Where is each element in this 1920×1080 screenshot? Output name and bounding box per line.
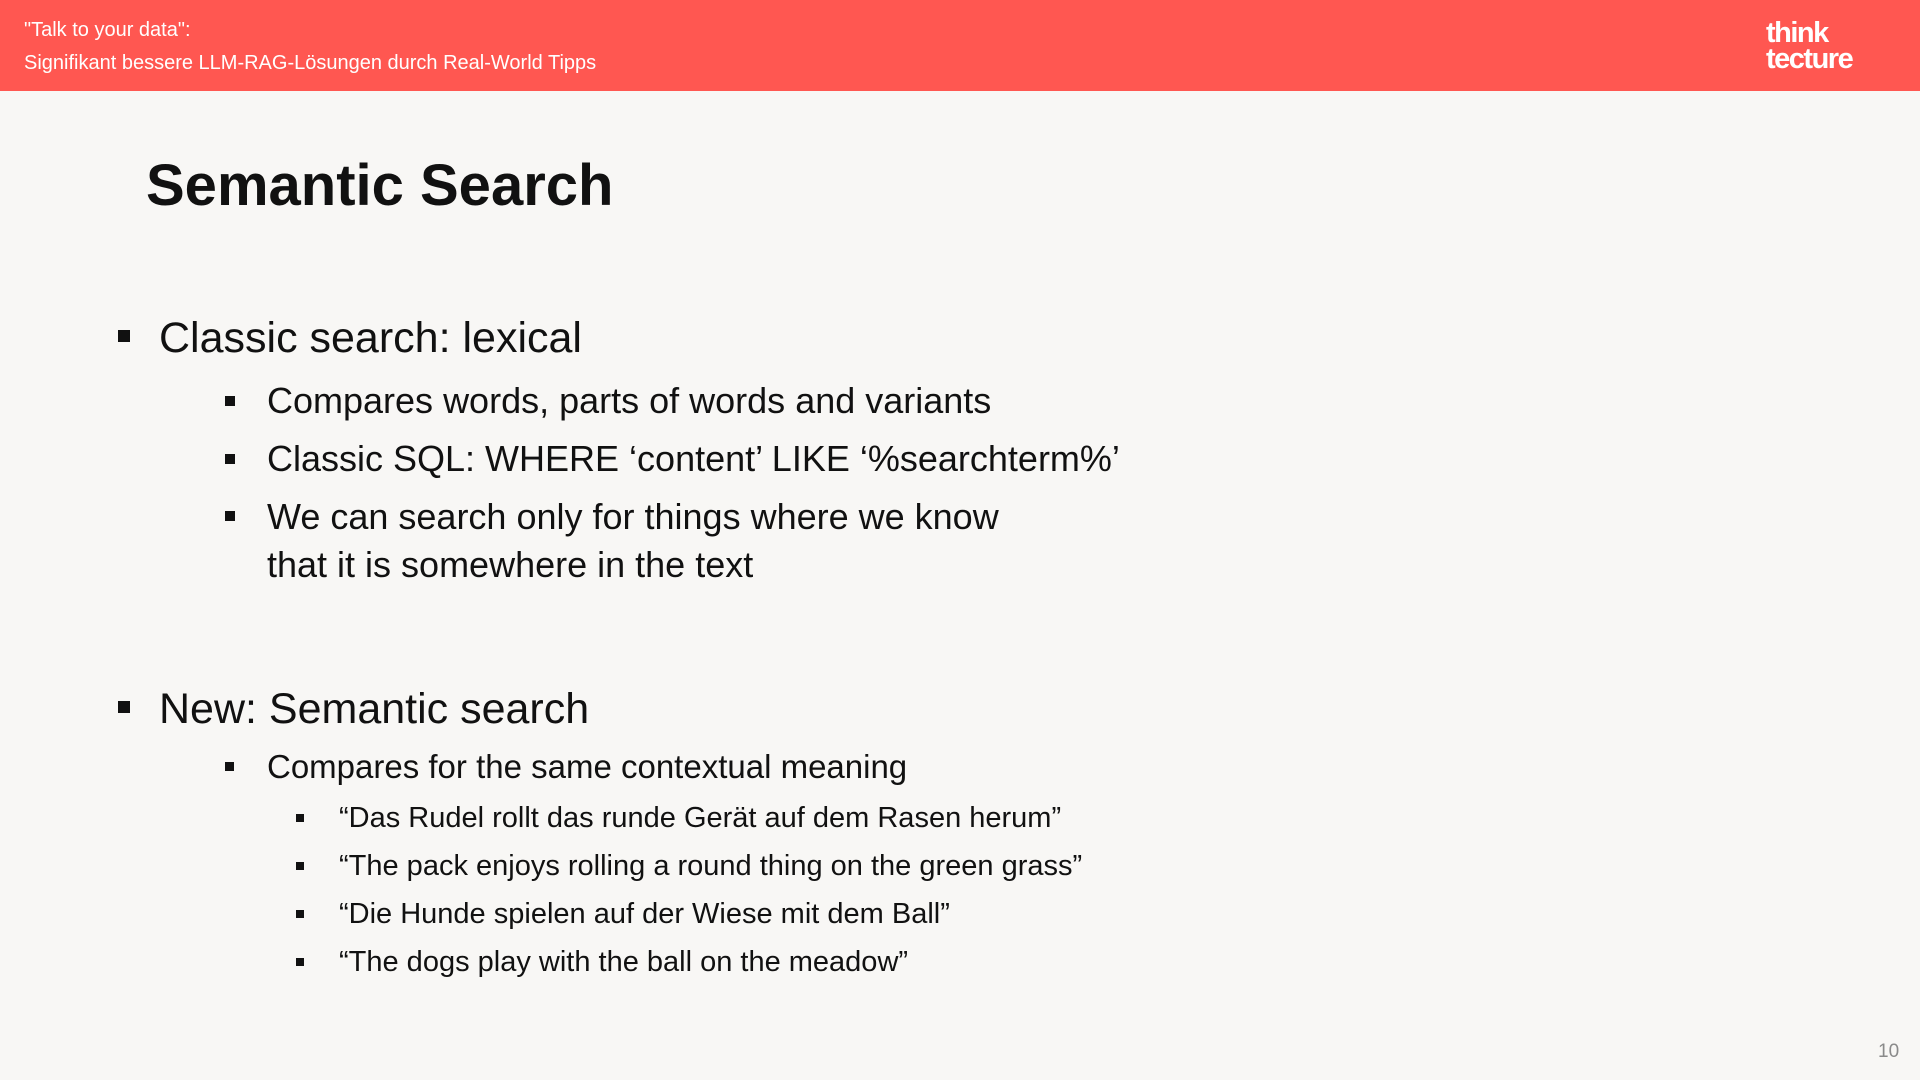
bullet-square-icon [118,701,130,713]
bullet-square-icon [225,762,234,771]
bullet-semantic-search: New: Semantic search [159,685,590,733]
page-number: 10 [1878,1041,1900,1062]
bullet-square-icon [296,910,304,918]
example-quote: “Das Rudel rollt das runde Gerät auf dem Rasen herum” [339,802,1062,834]
header-bar [0,0,1920,91]
bullet-square-icon [225,454,235,464]
thinktecture-logo [1766,17,1853,75]
example-quote: “The dogs play with the ball on the meadow” [339,946,909,978]
bullet-square-icon [296,814,304,822]
bullet-square-icon [296,862,304,870]
logo-text-tecture: tecture [1766,43,1853,75]
slide-title: Semantic Search [146,153,614,218]
bullet-square-icon [225,396,235,406]
sub-bullet-search-known-line-1: We can search only for things where we know [267,496,999,537]
bullet-square-icon [225,511,235,521]
sub-bullet-contextual-meaning: Compares for the same contextual meaning [267,748,908,785]
header-title-line-2: Signifikant bessere LLM-RAG-Lösungen durch Real-World Tipps [24,52,597,74]
sub-bullet-compares-words: Compares words, parts of words and variants [267,380,992,421]
sub-bullet-search-known-line-2: that it is somewhere in the text [267,544,754,585]
bullet-square-icon [118,330,130,342]
example-quote: “The pack enjoys rolling a round thing on the green grass” [339,850,1083,882]
logo-text-think: think [1766,17,1828,49]
example-quote: “Die Hunde spielen auf der Wiese mit dem Ball” [339,898,950,930]
bullet-square-icon [296,958,304,966]
header-title-line-1: "Talk to your data": [24,19,191,41]
sub-bullet-classic-sql: Classic SQL: WHERE ‘content’ LIKE ‘%searchterm%’ [267,438,1120,479]
bullet-classic-search: Classic search: lexical [159,314,582,362]
